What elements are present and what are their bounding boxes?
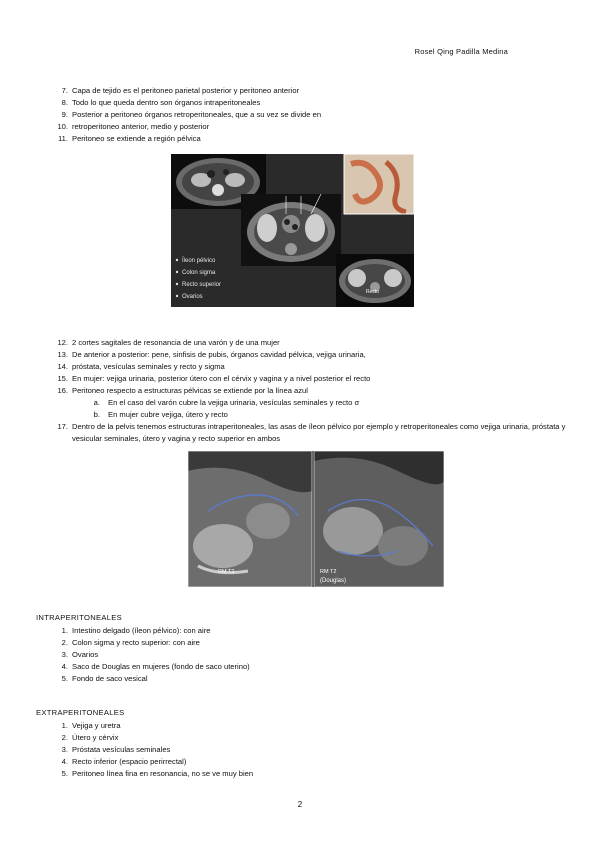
extraperitoneales-title: EXTRAPERITONEALES: [36, 708, 125, 717]
list-item: 5. Peritoneo línea fina en resonancia, no se ve muy bien: [61, 769, 254, 778]
mri-sagittal-figure: [188, 451, 444, 587]
notes-list-1: [52, 85, 321, 145]
list-item: 9. Posterior a peritoneo órganos retroperitoneales, que a su vez se divide en: [61, 110, 322, 119]
list-item: 5. Fondo de saco vesical: [61, 674, 148, 683]
list-item: 2. Útero y cérvix: [61, 733, 119, 742]
list-item: 15. En mujer: vejiga urinaria, posterior útero con el cérvix y vagina y a nivel posterior el recto: [57, 374, 371, 383]
list-item: 11. Peritoneo se extiende a región pélvica: [58, 134, 201, 143]
extraperitoneales-list: [52, 720, 253, 780]
list-item: 16. Peritoneo respecto a estructuras pélvicas se extiende por la línea azul a. En el caso del varón cubre la vejiga urinaria, vesículas seminales y recto σ b. En mujer cubre vejiga, útero y recto: [52, 385, 370, 421]
notes-list-3: [52, 421, 572, 445]
douglas-label: (Douglas): [320, 578, 347, 584]
list-item: 13. De anterior a posterior: pene, sinfisis de pubis, órganos cavidad pélvica, vejiga urinaria,: [57, 350, 366, 359]
page-number: 2: [297, 800, 303, 809]
list-item: 2. Colon sigma y recto superior: con aire: [61, 638, 200, 647]
sub-list: [72, 397, 370, 421]
list-item: 1. Intestino delgado (íleon pélvico): con aire: [61, 626, 211, 635]
list-item: 8. Todo lo que queda dentro son órganos intraperitoneales: [61, 98, 261, 107]
bullet-colon: Colon sigma: [182, 270, 216, 276]
list-item: 3. Próstata vesículas seminales: [61, 745, 171, 754]
ct-pelvis-image: [171, 154, 414, 307]
list-item: 12. 2 cortes sagitales de resonancia de una varón y de una mujer: [57, 338, 280, 347]
sub-list-item: a. En el caso del varón cubre la vejiga urinaria, vesículas seminales y recto σ: [93, 398, 360, 407]
bullet-ovarios: Ovarios: [182, 294, 203, 300]
notes-list-2: [52, 337, 370, 421]
list-item: 14. próstata, vesículas seminales y recto y sigma: [57, 362, 225, 371]
intraperitoneales-title: INTRAPERITONEALES: [36, 613, 122, 622]
mri-left-label: RM T2: [218, 569, 235, 575]
ct-pelvis-figure: [171, 154, 414, 307]
list-item: 10. retroperitoneo anterior, medio y posterior: [57, 122, 210, 131]
list-item: 3. Ovarios: [61, 650, 99, 659]
list-item: 17. Dentro de la pelvis tenemos estructuras intraperitoneales, las asas de íleon pélvico por ejemplo y retroperitoneales como vejiga urinaria, próstata y vesicular seminales, útero y vagina y recto superior en ambos: [57, 422, 566, 443]
list-item: 1. Vejiga y uretra: [61, 721, 121, 730]
bullet-recto: Recto superior: [182, 282, 222, 288]
list-item: 7. Capa de tejido es el peritoneo parietal posterior y peritoneo anterior: [61, 86, 300, 95]
mri-right-label: RM T2: [320, 569, 337, 575]
list-item: 4. Saco de Douglas en mujeres (fondo de saco uterino): [61, 662, 250, 671]
bullet-ileon: Íleon pélvico: [182, 258, 216, 264]
list-item: 4. Recto inferior (espacio perirrectal): [61, 757, 187, 766]
intraperitoneales-list: [52, 625, 250, 685]
author-name: Rosel Qing Padilla Medina: [414, 47, 508, 56]
label-recto: Recto: [366, 289, 380, 295]
mri-sagittal-image: [188, 451, 444, 587]
sub-list-item: b. En mujer cubre vejiga, útero y recto: [93, 410, 228, 419]
